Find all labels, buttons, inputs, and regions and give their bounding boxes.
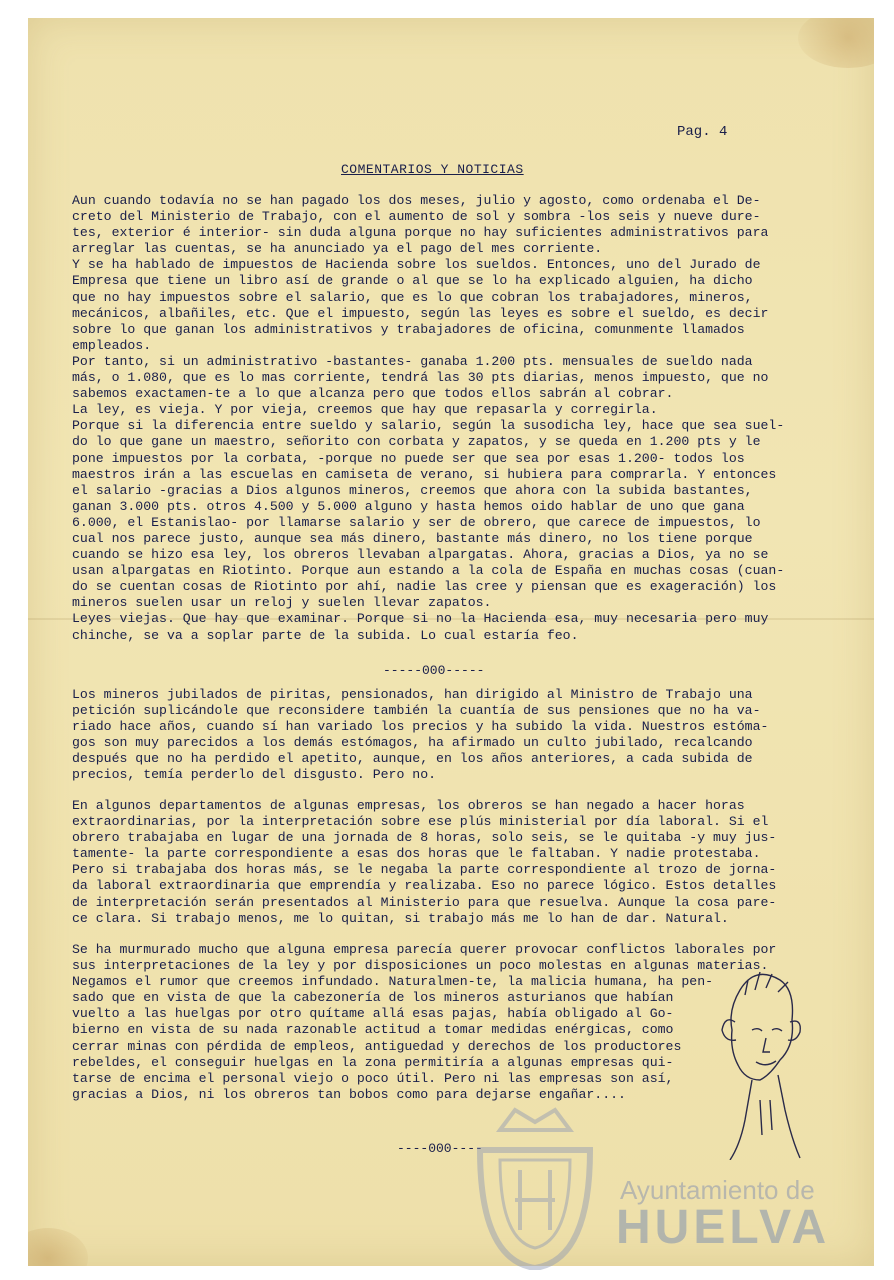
- text-line: cerrar minas con pérdida de empleos, antiguedad y derechos de los productores: [72, 1038, 682, 1054]
- text-line: precios, temía perderlo del disgusto. Pero no.: [72, 767, 437, 783]
- text-line: Aun cuando todavía no se han pagado los dos meses, julio y agosto, como ordenaba el De-: [72, 193, 761, 208]
- text-line: tamente- la parte correspondiente a esas dos horas que le faltaban. Y nadie protestaba.: [72, 846, 761, 862]
- text-line: 6.000, el Estanislao- por llamarse salario y ser de obrero, que carece de impuestos, lo: [72, 514, 761, 530]
- text-line: Y se ha hablado de impuestos de Hacienda sobre los sueldos. Entonces, uno del Jurado de: [72, 257, 761, 273]
- text-line: petición suplicándole que reconsidere también la cuantía de sus pensiones que no ha va-: [72, 703, 761, 719]
- text-line: mineros suelen usar un reloj y suelen llevar zapatos.: [72, 595, 492, 611]
- paragraph-1: [72, 193, 812, 644]
- text-line: bierno en vista de su nada razonable actitud a tomar medidas enérgicas, como: [72, 1022, 674, 1038]
- text-line: gracias a Dios, ni los obreros tan bobos como para dejarse engañar....: [72, 1086, 626, 1102]
- text-line: Pero si trabajaba dos horas más, se le negaba la parte correspondiente al trozo de jorna-: [72, 862, 777, 878]
- text-line: Leyes viejas. Que hay que examinar. Porque si no la Hacienda esa, muy necesaria pero muy: [72, 611, 769, 627]
- text-line: sado que en vista de que la cabezonería de los mineros asturianos que habían: [72, 990, 674, 1006]
- text-line: después que no ha perdido el apetito, aunque, en los años anteriores, a cada subida de: [72, 751, 753, 767]
- separator-1: -----000-----: [383, 663, 485, 678]
- face-sketch: [700, 960, 810, 1160]
- text-line: ganan 3.000 pts. otros 4.500 y 5.000 alguno y hasta hemos oido hablar de uno que gana: [72, 498, 745, 514]
- paragraph-3: [72, 798, 812, 927]
- watermark-line-2: HUELVA: [616, 1201, 831, 1254]
- text-line: empleados.: [72, 337, 152, 353]
- text-line: sabemos exactamen-te a lo que alcanza pero que todos ellos sabrán al cobrar.: [72, 386, 674, 402]
- text-line: Negamos el rumor que creemos infundado. Naturalmen-te, la malicia humana, ha pen-: [72, 974, 714, 990]
- text-line: maestros irán a las escuelas en camiseta de verano, si hubiera para comprarla. Y entonces: [72, 466, 777, 482]
- text-line: sobre lo que ganan los administrativos y trabajadores de oficina, comunmente llamados: [72, 321, 745, 337]
- watermark-line-1: Ayuntamiento de: [620, 1175, 815, 1205]
- text-line: obrero trabajaba en lugar de una jornada de 8 horas, solo seis, se le quitaba -y muy jus-: [72, 830, 777, 846]
- text-line: sus interpretaciones de la ley y por disposiciones un poco molestas en algunas materias.: [72, 958, 769, 974]
- text-line: cual nos parece justo, aunque sea más dinero, bastante más dinero, no los tiene porque: [72, 530, 753, 546]
- text-line: Porque si la diferencia entre sueldo y salario, según la susodicha ley, hace que sea suel-: [72, 418, 785, 434]
- text-line: rebeldes, el conseguir huelgas en la zona permitiría a algunas empresas qui-: [72, 1054, 674, 1070]
- text-line: riado hace años, cuando sí han variado los precios y ha subido la vida. Nuestros estóma-: [72, 719, 769, 735]
- text-line: Se ha murmurado mucho que alguna empresa parecía querer provocar conflictos laborales por: [72, 942, 777, 957]
- text-line: creto del Ministerio de Trabajo, con el aumento de sol y sombra -los seis y nueve dure-: [72, 209, 761, 225]
- text-line: Empresa que tiene un libro así de grande o al que se lo ha explicado alguien, ha dicho: [72, 273, 753, 289]
- page-heading: COMENTARIOS Y NOTICIAS: [341, 162, 524, 177]
- text-line: extraordinarias, por la interpretación sobre ese plús ministerial por día laboral. Si el: [72, 814, 769, 830]
- text-line: ce clara. Si trabajo menos, me lo quitan, si trabajo más me lo han de dar. Natural.: [72, 910, 729, 926]
- text-line: vuelto a las huelgas por otro quítame allá esas pajas, había obligado al Go-: [72, 1006, 674, 1022]
- text-line: pone impuestos por la corbata, -porque no puede ser que sea por esas 1.200- todos los: [72, 450, 745, 466]
- stain-top-right: [798, 18, 874, 68]
- text-line: Por tanto, si un administrativo -bastantes- ganaba 1.200 pts. mensuales de sueldo nada: [72, 353, 753, 369]
- text-line: La ley, es vieja. Y por vieja, creemos que hay que repasarla y corregirla.: [72, 402, 658, 418]
- text-line: cuando se hizo esa ley, los obreros llevaban alpargatas. Ahora, gracias a Dios, ya no se: [72, 547, 769, 563]
- official-seal-watermark: [460, 1090, 610, 1270]
- text-line: mecánicos, albañiles, etc. Que el impuesto, según las leyes es sobre el sueldo, es decir: [72, 305, 769, 321]
- text-line: usan alpargatas en Riotinto. Porque aun estando a la cola de España en muchas cosas (cuan-: [72, 563, 785, 579]
- text-line: el salario -gracias a Dios algunos mineros, creemos que ahora con la subida bastantes,: [72, 482, 753, 498]
- text-line: más, o 1.080, que es lo mas corriente, tendrá las 30 pts diarias, menos impuesto, que no: [72, 370, 769, 386]
- text-line: de interpretación serán presentados al Ministerio para que resuelva. Aunque la cosa pare-: [72, 894, 777, 910]
- text-line: arreglar las cuentas, se ha anunciado ya el pago del mes corriente.: [72, 241, 603, 257]
- text-line: do lo que gane un maestro, señorito con corbata y zapatos, y se queda en 1.200 pts y le: [72, 434, 761, 450]
- text-line: Los mineros jubilados de piritas, pensionados, han dirigido al Ministro de Trabajo una: [72, 687, 753, 702]
- text-line: tes, exterior é interior- sin duda alguna porque no hay suficientes administrativos para: [72, 225, 769, 241]
- text-line: tarse de encima el personal viejo o poco útil. Pero ni las empresas son así,: [72, 1070, 674, 1086]
- text-line: da laboral extraordinaria que emprendía y realizaba. Eso no parece lógico. Estos detalles: [72, 878, 777, 894]
- text-line: que no hay impuestos sobre el salario, que es lo que cobran los trabajadores, mineros,: [72, 289, 753, 305]
- text-line: do se cuentan cosas de Riotinto por ahí, nadie las cree y piensan que es exageración) los: [72, 579, 777, 595]
- page-number: Pag. 4: [677, 124, 728, 140]
- separator-2: ----000----: [397, 1141, 483, 1156]
- text-line: gos son muy parecidos a los demás estómagos, ha afirmado un culto jubilado, recalcando: [72, 735, 753, 751]
- paragraph-2: [72, 687, 812, 784]
- stain-bottom-left: [28, 1228, 88, 1266]
- text-line: chinche, se va a soplar parte de la subida. Lo cual estaría feo.: [72, 627, 579, 643]
- text-line: En algunos departamentos de algunas empresas, los obreros se han negado a hacer horas: [72, 798, 745, 813]
